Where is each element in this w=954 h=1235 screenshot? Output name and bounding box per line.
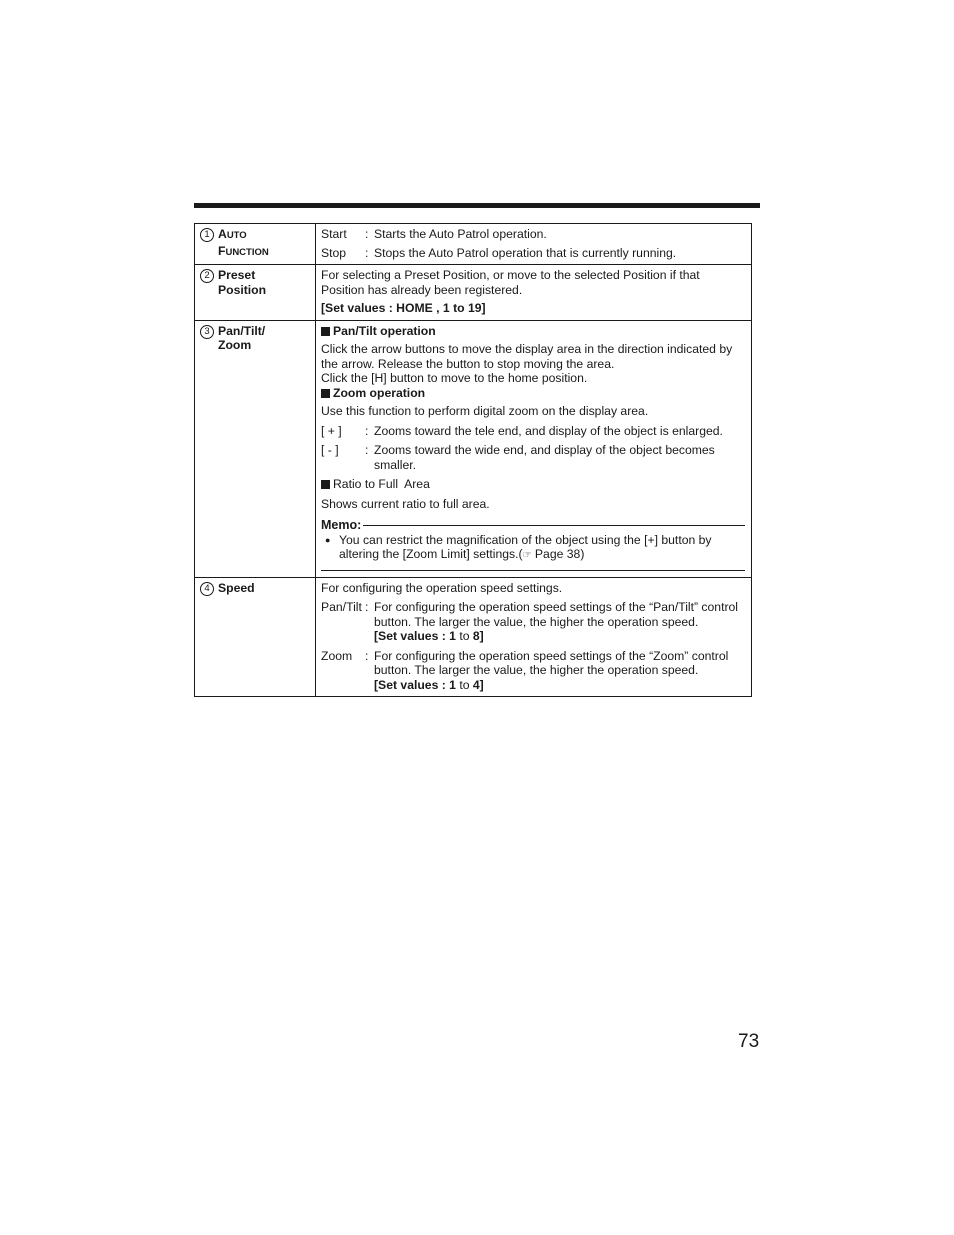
memo-rule — [321, 570, 745, 571]
row-label-cell: 4 Speed — [195, 577, 316, 697]
row-label-cell: 1 AUTO FUNCTION — [195, 224, 316, 265]
table-row — [195, 577, 752, 697]
row-label-cell: 2 Preset Position — [195, 265, 316, 321]
row-description-cell: For selecting a Preset Position, or move to the selected Position if that Position has already been registered. [Set values : HOME , 1 to 19] — [316, 265, 752, 321]
row-description-cell: Pan/Tilt operation Click the arrow buttons to move the display area in the direction indicated by the arrow. Release the button to stop moving the area. Click the [H] button to move to the home position. Zoom operation Use this function to perform digital zoom on the display area. [ + ] : Zooms toward the tele end, and display of the object is enlarged. [ - ] : Zooms toward the wide end, and display of the object becomes smaller. Ratio to Full Area Shows current ratio to full area. Memo: ● You can restrict the magnification of the object using the [+] button by altering the [Zoom Limit] settings.(☞ Page 38) — [316, 320, 752, 577]
table-row — [195, 265, 752, 321]
memo-box: Memo: — [321, 518, 745, 533]
circled-number: 2 — [200, 269, 214, 283]
settings-table — [194, 223, 752, 697]
page-number: 73 — [738, 1031, 760, 1052]
header-rule — [194, 203, 760, 208]
table-row — [195, 224, 752, 265]
memo-rule — [363, 525, 745, 526]
pointing-hand-icon: ☞ — [522, 550, 532, 561]
square-bullet-icon — [321, 327, 330, 336]
circled-number: 4 — [200, 582, 214, 596]
row-description-cell: Start : Starts the Auto Patrol operation. Stop : Stops the Auto Patrol operation that is currently running. — [316, 224, 752, 265]
round-bullet-icon: ● — [325, 534, 331, 545]
square-bullet-icon — [321, 480, 330, 489]
circled-number: 3 — [200, 325, 214, 339]
circled-number: 1 — [200, 228, 214, 242]
row-label-cell: 3 Pan/Tilt/ Zoom — [195, 320, 316, 577]
square-bullet-icon — [321, 389, 330, 398]
table-row — [195, 320, 752, 577]
row-description-cell: For configuring the operation speed settings. Pan/Tilt : For configuring the operation speed settings of the “Pan/Tilt” control button. The larger the value, the higher the operation speed. [Set values : 1 to 8] Zoom : For configuring the operation speed settings of the “Zoom” control button. The larger the value, the higher the operation speed. [Set values : 1 to 4] — [316, 577, 752, 697]
